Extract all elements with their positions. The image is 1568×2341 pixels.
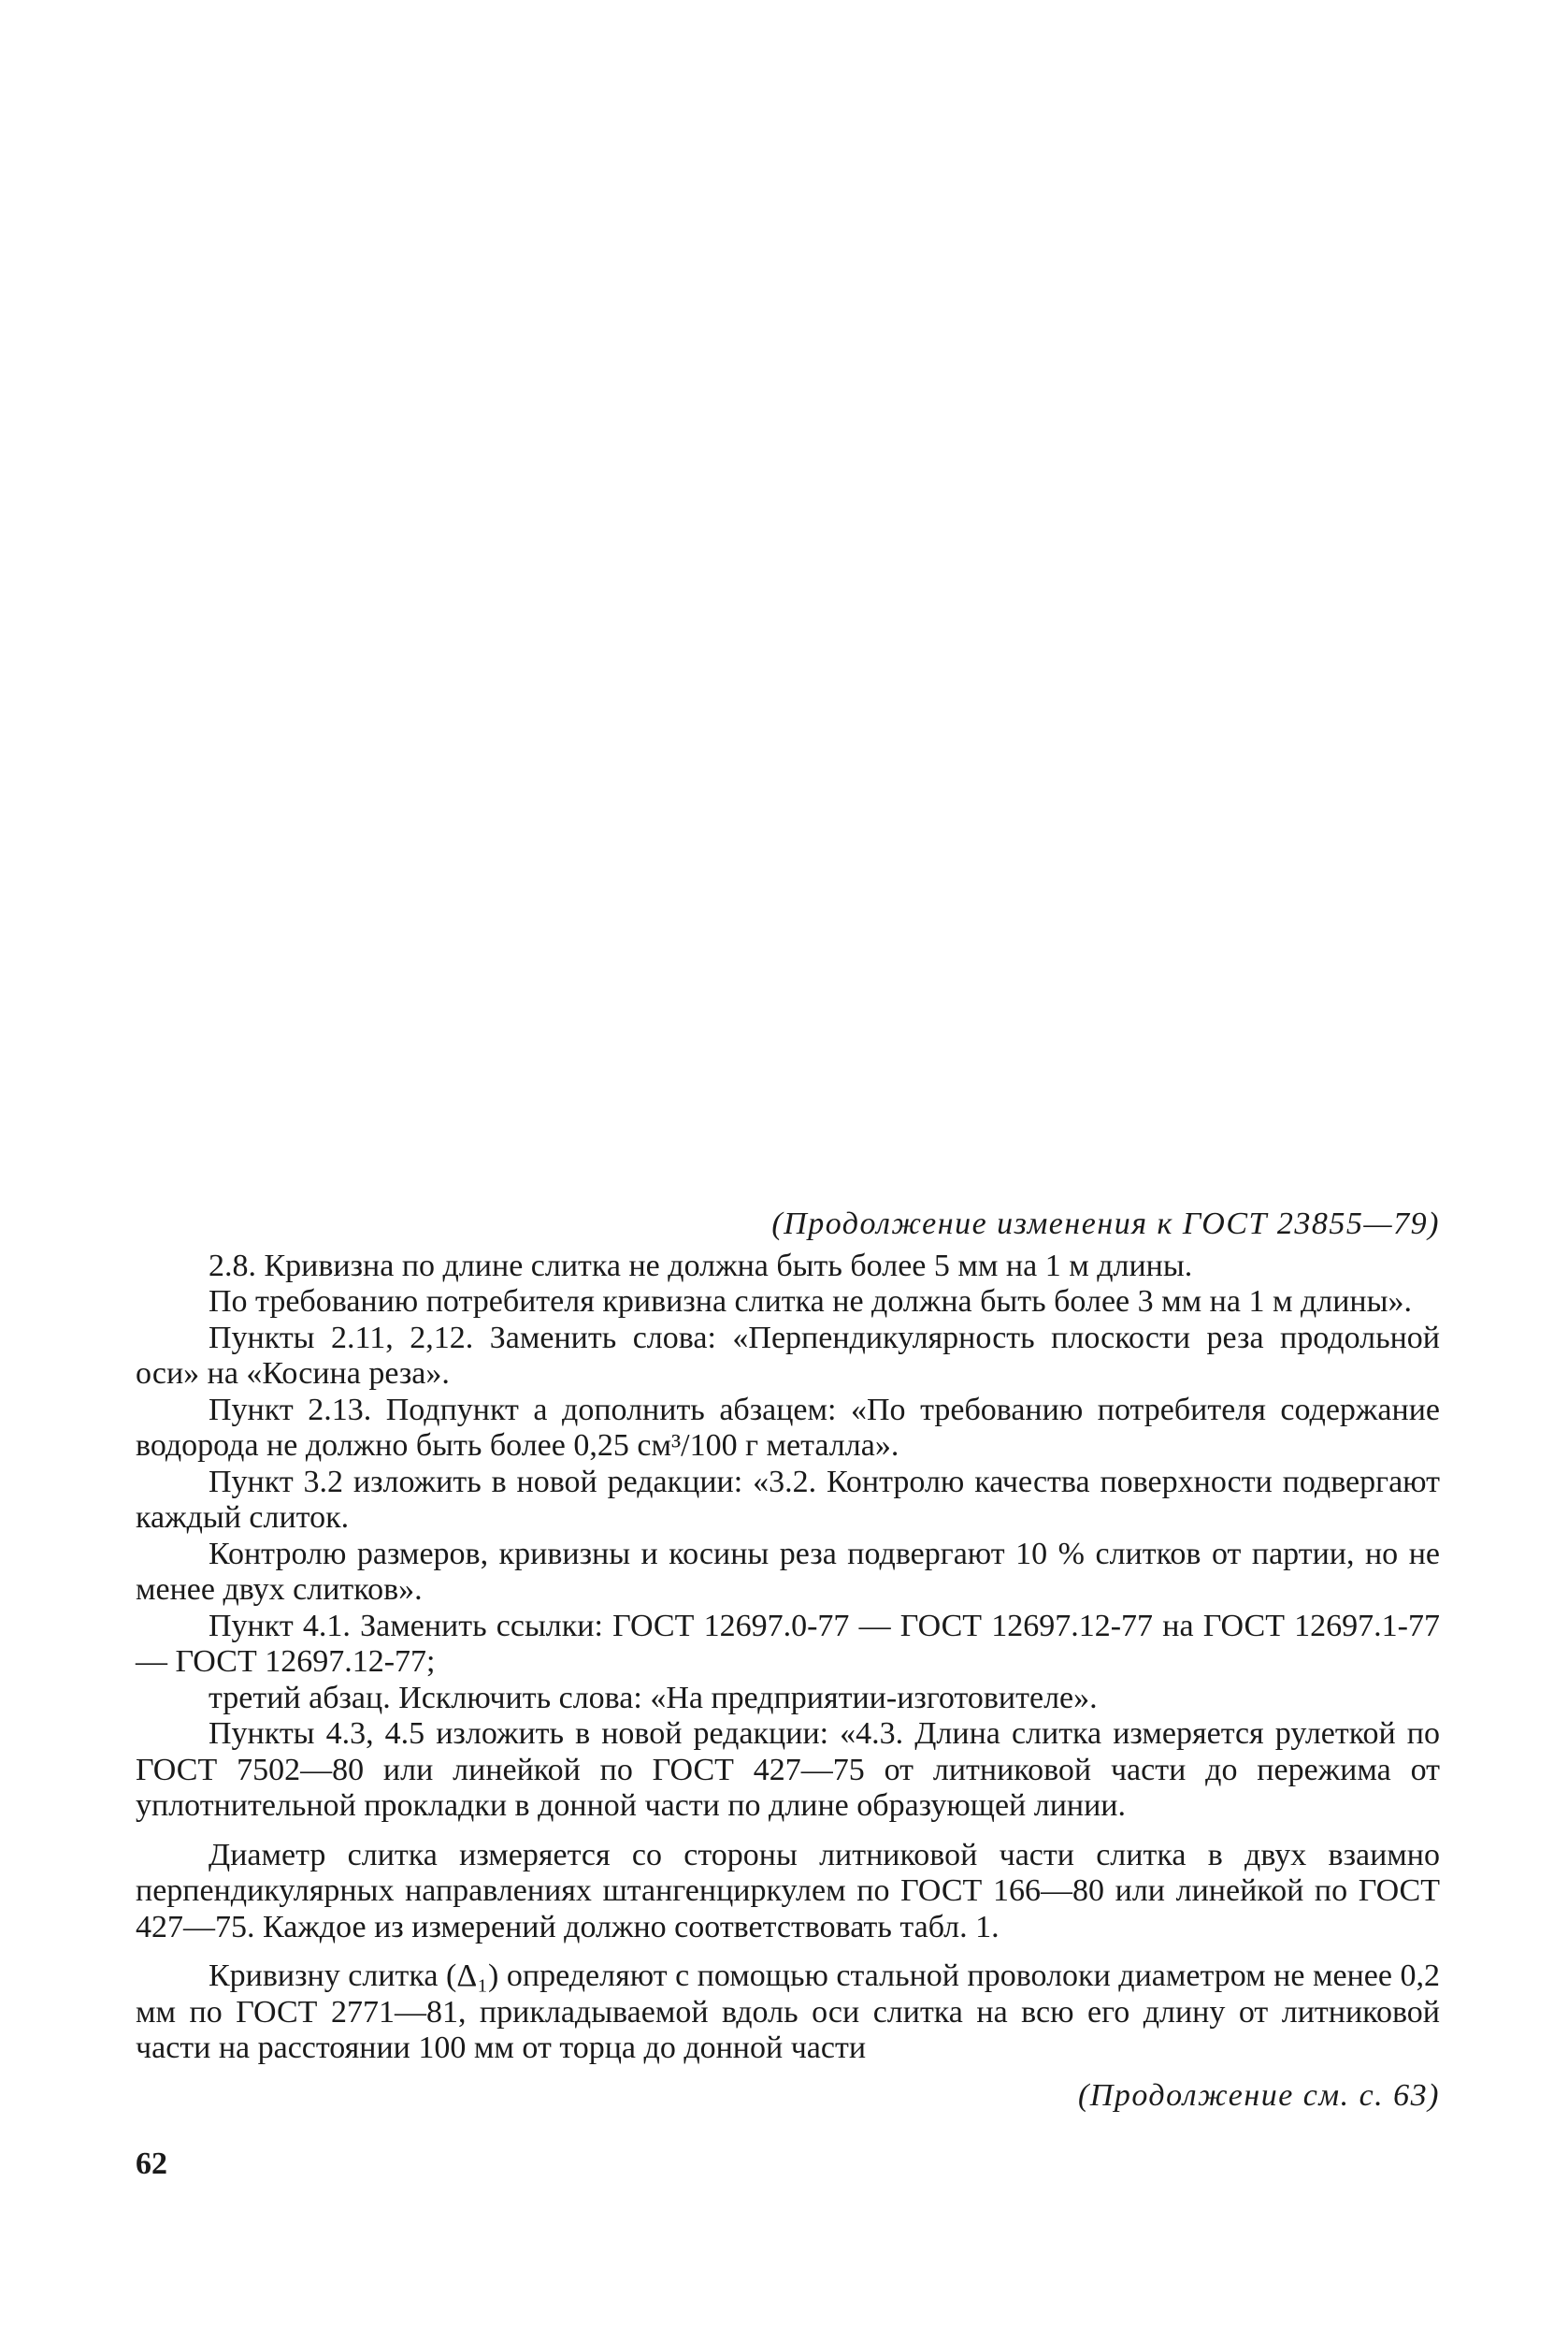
paragraph-diameter: Диаметр слитка измеряется со стороны литниковой части слитка в двух взаимно перпендикулярных направлениях штангенциркулем по ГОСТ 166—80 или линейкой по ГОСТ 427—75. Каждое из измерений должно соответствовать табл. 1. xyxy=(136,1837,1440,1944)
paragraph-third-section: третий абзац. Исключить слова: «На предприятии-изготовителе». xyxy=(209,1680,1098,1715)
paragraph-4-3: Пункты 4.3, 4.5 изложить в новой редакции: «4.3. Длина слитка измеряется рулеткой по ГОСТ 7502—80 или линейкой по ГОСТ 427—75 от литниковой части до пережима от уплотнительной прокладки в донной части по длине образующей линии. xyxy=(136,1716,1440,1823)
paragraph-2-13: Пункт 2.13. Подпункт а дополнить абзацем: «По требованию потребителя содержание водорода не должно быть более 0,25 см³/100 г металла». xyxy=(136,1392,1440,1463)
paragraph-curvature-measure: Кривизну слитка (Δ₁) определяют с помощью стальной проволоки диаметром не менее 0,2 мм по ГОСТ 2771—81, прикладываемой вдоль оси слитка на всю его длину от литниковой части на расстоянии 100 мм от торца до донной части xyxy=(136,1958,1440,2065)
page-number: 62 xyxy=(136,2146,167,2181)
paragraph-2-8: 2.8. Кривизна по длине слитка не должна быть более 5 мм на 1 м длины. xyxy=(209,1248,1193,1283)
paragraph-consumer-curvature: По требованию потребителя кривизна слитка не должна быть более 3 мм на 1 м длины». xyxy=(209,1284,1412,1319)
paragraph-3-2: Пункт 3.2 изложить в новой редакции: «3.2. Контролю качества поверхности подвергают каждый слиток. xyxy=(136,1464,1440,1535)
continuation-header: (Продолжение изменения к ГОСТ 23855—79) xyxy=(771,1207,1440,1241)
continuation-footer: (Продолжение см. с. 63) xyxy=(1077,2077,1440,2113)
amendment-text xyxy=(136,1207,1440,2114)
paragraph-2-11: Пункты 2.11, 2,12. Заменить слова: «Перпендикулярность плоскости реза продольной оси» на «Косина реза». xyxy=(136,1320,1440,1391)
paragraph-4-1: Пункт 4.1. Заменить ссылки: ГОСТ 12697.0-77 — ГОСТ 12697.12-77 на ГОСТ 12697.1-77 — ГОСТ 12697.12-77; xyxy=(136,1608,1440,1679)
paragraph-size-control: Контролю размеров, кривизны и косины реза подвергают 10 % слитков от партии, но не менее двух слитков». xyxy=(136,1536,1440,1607)
